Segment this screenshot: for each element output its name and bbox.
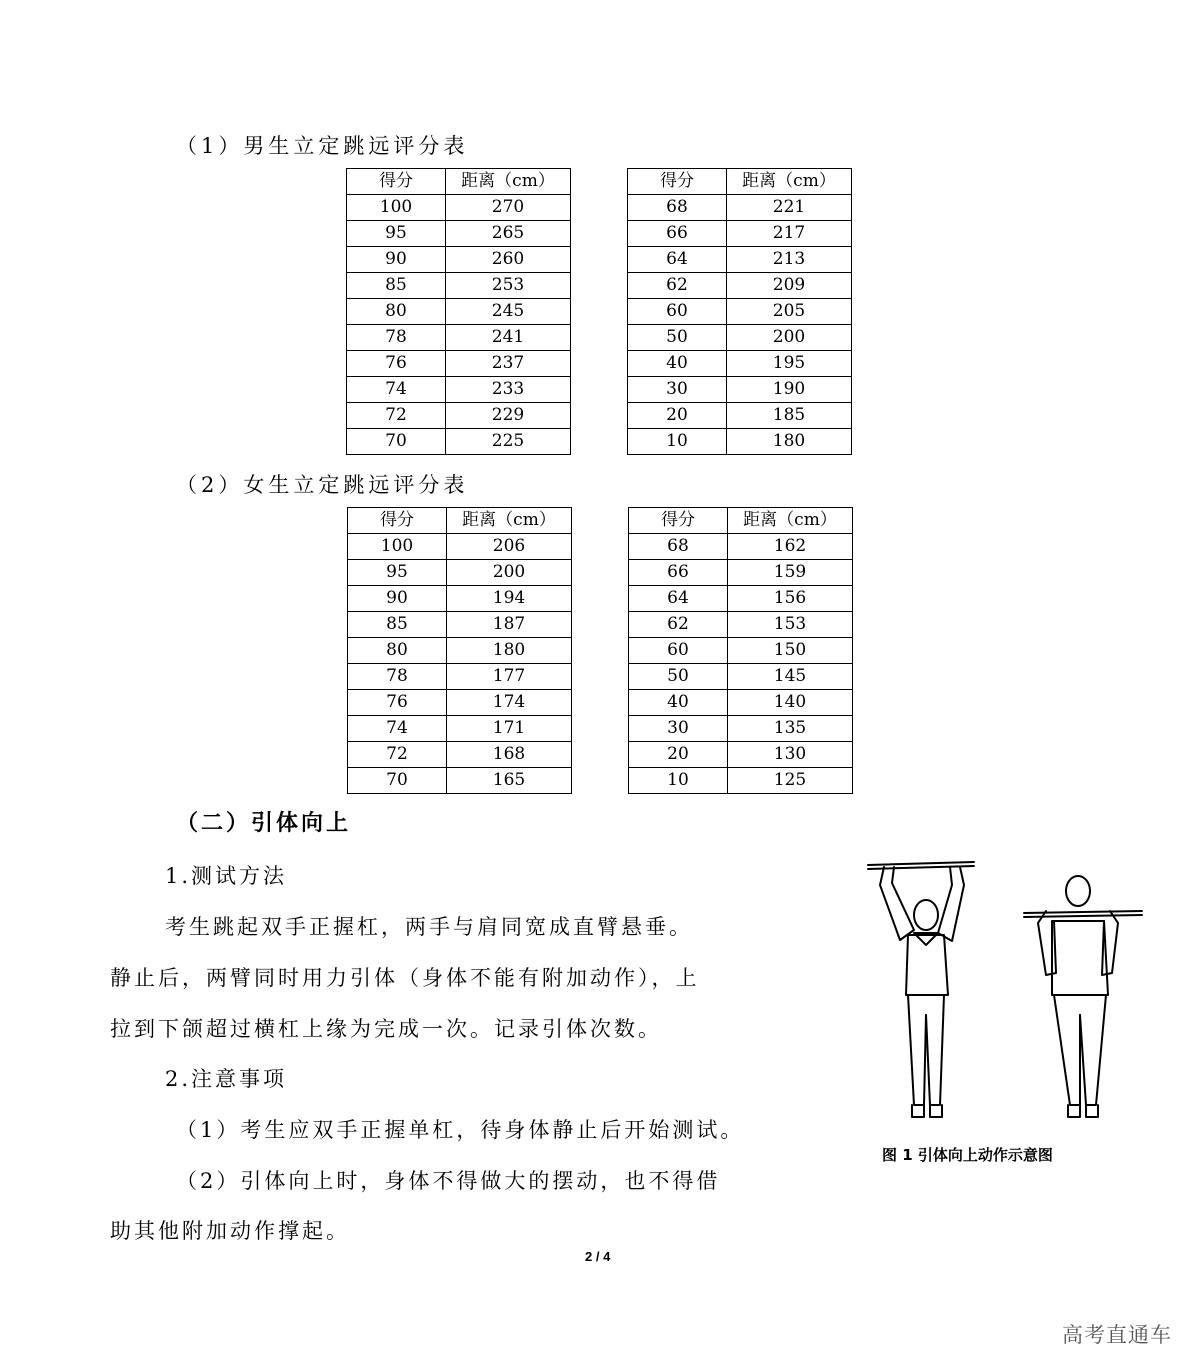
score-cell: 60 xyxy=(629,638,728,664)
distance-cell: 233 xyxy=(446,377,571,403)
score-cell: 78 xyxy=(348,664,447,690)
table-row xyxy=(629,586,853,612)
girls-table-right xyxy=(628,507,853,794)
score-cell: 20 xyxy=(629,742,728,768)
distance-cell: 180 xyxy=(727,429,852,455)
score-cell: 40 xyxy=(628,351,727,377)
score-cell: 100 xyxy=(348,534,447,560)
distance-cell: 213 xyxy=(727,247,852,273)
table-row xyxy=(629,716,853,742)
distance-header: 距离（cm） xyxy=(446,169,571,195)
table-row xyxy=(347,351,571,377)
distance-cell: 265 xyxy=(446,221,571,247)
table-row xyxy=(348,586,572,612)
score-header: 得分 xyxy=(348,508,447,534)
distance-cell: 159 xyxy=(728,560,853,586)
score-header: 得分 xyxy=(628,169,727,195)
table-header-row xyxy=(348,508,572,534)
score-header: 得分 xyxy=(629,508,728,534)
score-cell: 70 xyxy=(348,768,447,794)
distance-cell: 225 xyxy=(446,429,571,455)
distance-cell: 209 xyxy=(727,273,852,299)
table-row xyxy=(347,403,571,429)
distance-cell: 221 xyxy=(727,195,852,221)
table-row xyxy=(629,742,853,768)
distance-cell: 260 xyxy=(446,247,571,273)
distance-cell: 145 xyxy=(728,664,853,690)
boys-table-right xyxy=(627,168,852,455)
score-cell: 68 xyxy=(628,195,727,221)
distance-cell: 205 xyxy=(727,299,852,325)
girls-section-title: （2）女生立定跳远评分表 xyxy=(176,473,469,497)
distance-cell: 150 xyxy=(728,638,853,664)
table-row xyxy=(629,612,853,638)
table-row xyxy=(628,273,852,299)
score-cell: 40 xyxy=(629,690,728,716)
table-row xyxy=(347,273,571,299)
score-cell: 95 xyxy=(348,560,447,586)
distance-cell: 153 xyxy=(728,612,853,638)
method-text-line-3: 拉到下颌超过横杠上缘为完成一次。记录引体次数。 xyxy=(110,1017,662,1041)
score-cell: 74 xyxy=(347,377,446,403)
table-row xyxy=(629,638,853,664)
distance-cell: 217 xyxy=(727,221,852,247)
distance-cell: 190 xyxy=(727,377,852,403)
table-row xyxy=(348,664,572,690)
note-2-line-2: 助其他附加动作撑起。 xyxy=(110,1219,350,1243)
distance-cell: 187 xyxy=(447,612,572,638)
method-text-line-1: 考生跳起双手正握杠，两手与肩同宽成直臂悬垂。 xyxy=(165,915,693,939)
table-row xyxy=(628,351,852,377)
score-cell: 90 xyxy=(348,586,447,612)
method-heading: 1.测试方法 xyxy=(165,864,288,888)
distance-cell: 171 xyxy=(447,716,572,742)
distance-cell: 185 xyxy=(727,403,852,429)
distance-cell: 200 xyxy=(727,325,852,351)
distance-cell: 200 xyxy=(447,560,572,586)
table-row xyxy=(629,690,853,716)
distance-cell: 229 xyxy=(446,403,571,429)
distance-cell: 165 xyxy=(447,768,572,794)
score-cell: 64 xyxy=(629,586,728,612)
table-row xyxy=(348,690,572,716)
notes-heading: 2.注意事项 xyxy=(165,1067,288,1091)
table-header-row xyxy=(628,169,852,195)
score-cell: 72 xyxy=(347,403,446,429)
table-row xyxy=(348,560,572,586)
distance-cell: 270 xyxy=(446,195,571,221)
table-row xyxy=(629,664,853,690)
table-row xyxy=(347,325,571,351)
distance-cell: 125 xyxy=(728,768,853,794)
table-row xyxy=(347,247,571,273)
score-cell: 100 xyxy=(347,195,446,221)
watermark: 高考直通车 xyxy=(1062,1323,1172,1347)
score-cell: 30 xyxy=(628,377,727,403)
distance-cell: 241 xyxy=(446,325,571,351)
method-text-line-2: 静止后，两臂同时用力引体（身体不能有附加动作），上 xyxy=(110,966,700,990)
table-row xyxy=(348,742,572,768)
score-cell: 30 xyxy=(629,716,728,742)
table-row xyxy=(347,377,571,403)
table-row xyxy=(628,299,852,325)
table-row xyxy=(628,221,852,247)
table-row xyxy=(628,195,852,221)
table-row xyxy=(629,560,853,586)
score-cell: 60 xyxy=(628,299,727,325)
table-row xyxy=(347,221,571,247)
distance-cell: 195 xyxy=(727,351,852,377)
table-row xyxy=(629,534,853,560)
table-row xyxy=(347,429,571,455)
table-row xyxy=(628,247,852,273)
table-row xyxy=(347,195,571,221)
distance-cell: 194 xyxy=(447,586,572,612)
table-row xyxy=(628,429,852,455)
score-cell: 80 xyxy=(348,638,447,664)
score-cell: 10 xyxy=(629,768,728,794)
distance-cell: 140 xyxy=(728,690,853,716)
distance-cell: 130 xyxy=(728,742,853,768)
score-cell: 50 xyxy=(629,664,728,690)
pullup-illustration xyxy=(856,855,1146,1130)
distance-cell: 156 xyxy=(728,586,853,612)
table-row xyxy=(628,403,852,429)
score-cell: 90 xyxy=(347,247,446,273)
table-header-row xyxy=(629,508,853,534)
score-cell: 66 xyxy=(629,560,728,586)
score-cell: 85 xyxy=(347,273,446,299)
distance-header: 距离（cm） xyxy=(728,508,853,534)
score-cell: 72 xyxy=(348,742,447,768)
score-cell: 74 xyxy=(348,716,447,742)
table-row xyxy=(348,534,572,560)
distance-cell: 168 xyxy=(447,742,572,768)
distance-cell: 237 xyxy=(446,351,571,377)
score-header: 得分 xyxy=(347,169,446,195)
girls-table-left xyxy=(347,507,572,794)
score-cell: 95 xyxy=(347,221,446,247)
distance-cell: 253 xyxy=(446,273,571,299)
distance-cell: 177 xyxy=(447,664,572,690)
distance-cell: 180 xyxy=(447,638,572,664)
pullup-section-title: （二）引体向上 xyxy=(176,811,352,836)
table-row xyxy=(347,299,571,325)
score-cell: 76 xyxy=(347,351,446,377)
score-cell: 62 xyxy=(628,273,727,299)
page-number: 2 / 4 xyxy=(585,1249,611,1264)
table-row xyxy=(348,638,572,664)
score-cell: 85 xyxy=(348,612,447,638)
table-row xyxy=(628,325,852,351)
score-cell: 64 xyxy=(628,247,727,273)
score-cell: 80 xyxy=(347,299,446,325)
table-header-row xyxy=(347,169,571,195)
score-cell: 78 xyxy=(347,325,446,351)
score-cell: 62 xyxy=(629,612,728,638)
distance-cell: 162 xyxy=(728,534,853,560)
distance-header: 距离（cm） xyxy=(727,169,852,195)
distance-cell: 245 xyxy=(446,299,571,325)
table-row xyxy=(348,768,572,794)
boys-table-left xyxy=(346,168,571,455)
distance-cell: 174 xyxy=(447,690,572,716)
figure-caption: 图 1 引体向上动作示意图 xyxy=(882,1146,1053,1164)
table-row xyxy=(348,612,572,638)
distance-cell: 206 xyxy=(447,534,572,560)
note-1: （1）考生应双手正握单杠，待身体静止后开始测试。 xyxy=(176,1118,745,1142)
boys-section-title: （1）男生立定跳远评分表 xyxy=(176,134,469,158)
score-cell: 50 xyxy=(628,325,727,351)
table-row xyxy=(348,716,572,742)
table-row xyxy=(629,768,853,794)
distance-cell: 135 xyxy=(728,716,853,742)
score-cell: 20 xyxy=(628,403,727,429)
score-cell: 10 xyxy=(628,429,727,455)
score-cell: 70 xyxy=(347,429,446,455)
distance-header: 距离（cm） xyxy=(447,508,572,534)
note-2-line-1: （2）引体向上时，身体不得做大的摆动，也不得借 xyxy=(176,1169,721,1193)
table-row xyxy=(628,377,852,403)
score-cell: 76 xyxy=(348,690,447,716)
score-cell: 66 xyxy=(628,221,727,247)
score-cell: 68 xyxy=(629,534,728,560)
